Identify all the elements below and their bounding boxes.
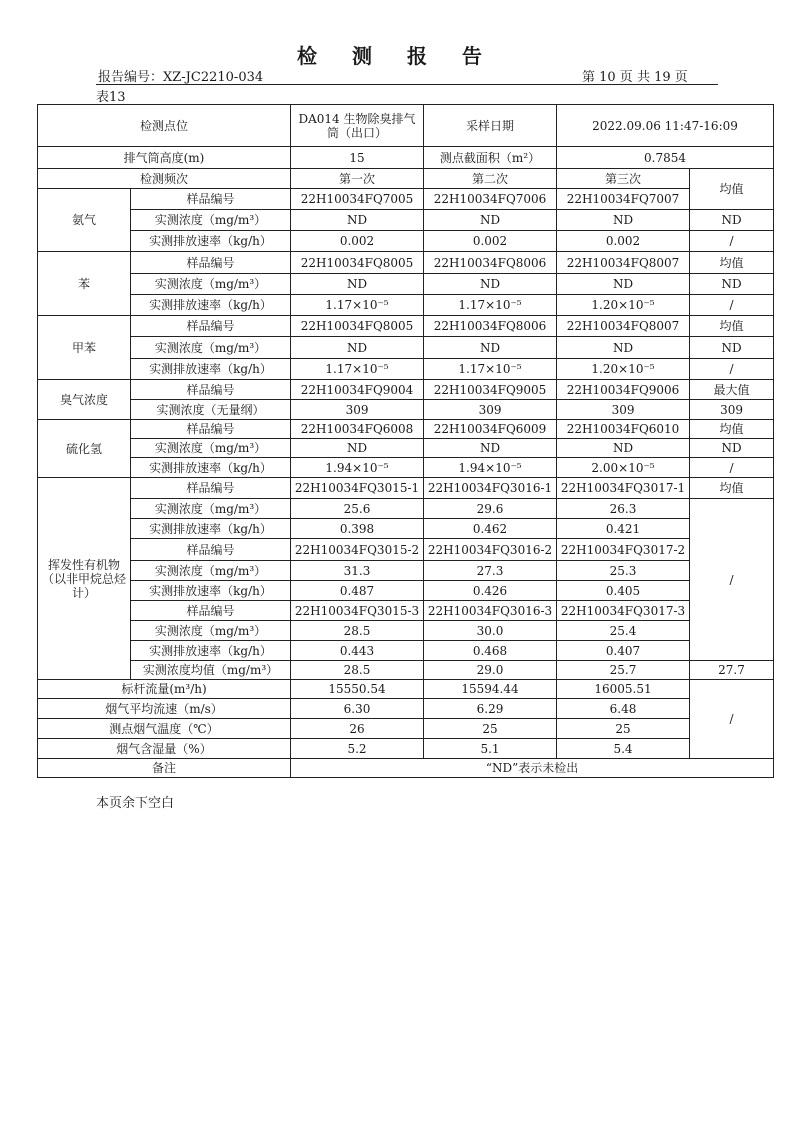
velocity-value: 6.29	[424, 699, 557, 719]
table-row	[38, 719, 774, 739]
sample-id: 22H10034FQ3016-1	[424, 478, 557, 499]
rate-value: 2.00×10⁻⁵	[557, 458, 690, 478]
sample-id: 22H10034FQ3015-1	[291, 478, 424, 499]
table-row	[38, 295, 774, 316]
rate-label: 实测排放速率（kg/h）	[131, 458, 291, 478]
temp-label: 测点烟气温度（℃）	[38, 719, 291, 739]
table-row	[38, 581, 774, 601]
rate-label: 实测排放速率（kg/h）	[131, 581, 291, 601]
conc-value: 29.6	[424, 499, 557, 519]
sample-label: 样品编号	[131, 420, 291, 439]
table-row	[38, 359, 774, 380]
conc-value: 25.3	[557, 561, 690, 581]
h2s-summary: 均值	[690, 420, 774, 439]
conc-label: 实测浓度（mg/m³）	[131, 621, 291, 641]
avg-value: 28.5	[291, 661, 424, 680]
temp-value: 26	[291, 719, 424, 739]
sample-id: 22H10034FQ9006	[557, 380, 690, 400]
sample-id: 22H10034FQ9004	[291, 380, 424, 400]
rate-value: 1.17×10⁻⁵	[291, 359, 424, 380]
rate-label: 实测排放速率（kg/h）	[131, 359, 291, 380]
table-row	[38, 400, 774, 420]
sample-id: 22H10034FQ8005	[291, 252, 424, 274]
voc-slash: /	[690, 499, 774, 661]
sample-id: 22H10034FQ7007	[557, 189, 690, 210]
conc-value: ND	[424, 439, 557, 458]
table-row	[38, 105, 774, 147]
sample-id: 22H10034FQ3016-2	[424, 539, 557, 561]
header-rule	[96, 84, 718, 85]
humidity-value: 5.4	[557, 739, 690, 759]
conc-label: 实测浓度（mg/m³）	[131, 561, 291, 581]
freq-label: 检测频次	[38, 169, 291, 189]
conc-value: ND	[291, 439, 424, 458]
table-row	[38, 380, 774, 400]
run-2: 第二次	[424, 169, 557, 189]
h2s-name: 硫化氢	[38, 420, 131, 478]
conc-value: ND	[557, 274, 690, 295]
ammonia-summary: 均值	[690, 169, 774, 210]
odor-summary: 最大值	[690, 380, 774, 400]
velocity-value: 6.30	[291, 699, 424, 719]
conc-value: ND	[291, 210, 424, 231]
conc-label: 实测浓度（mg/m³）	[131, 439, 291, 458]
ammonia-name: 氨气	[38, 189, 131, 252]
rate-label: 实测排放速率（kg/h）	[131, 295, 291, 316]
conc-label: 实测浓度（mg/m³）	[131, 337, 291, 359]
table-row	[38, 478, 774, 499]
voc-summary: 均值	[690, 478, 774, 499]
sample-label: 样品编号	[131, 478, 291, 499]
table-row	[38, 661, 774, 680]
test-results-table	[37, 104, 774, 778]
table-row	[38, 316, 774, 337]
rate-value: 0.002	[557, 231, 690, 252]
sample-id: 22H10034FQ7005	[291, 189, 424, 210]
benzene-name: 苯	[38, 252, 131, 316]
humidity-value: 5.2	[291, 739, 424, 759]
sample-id: 22H10034FQ8006	[424, 252, 557, 274]
rate-value: 1.94×10⁻⁵	[424, 458, 557, 478]
table-row	[38, 458, 774, 478]
table-row	[38, 621, 774, 641]
height-value: 15	[291, 147, 424, 169]
avg-label: 实测浓度均值（mg/m³）	[131, 661, 291, 680]
rate-summary: /	[690, 359, 774, 380]
point-label: 检测点位	[38, 105, 291, 147]
height-label: 排气筒高度(m)	[38, 147, 291, 169]
velocity-value: 6.48	[557, 699, 690, 719]
conc-value: 28.5	[291, 621, 424, 641]
conc-value: 309	[424, 400, 557, 420]
table-row	[38, 252, 774, 274]
report-title: 检 测 报 告	[297, 44, 496, 68]
rate-value: 1.17×10⁻⁵	[291, 295, 424, 316]
table-row	[38, 147, 774, 169]
area-label: 测点截面积（m²）	[424, 147, 557, 169]
report-number: 报告编号：XZ-JC2210-034	[98, 70, 264, 85]
sample-label: 样品编号	[131, 252, 291, 274]
conc-value: ND	[424, 337, 557, 359]
table-row	[38, 641, 774, 661]
sample-label: 样品编号	[131, 601, 291, 621]
table-row	[38, 601, 774, 621]
date-label: 采样日期	[424, 105, 557, 147]
sample-id: 22H10034FQ6009	[424, 420, 557, 439]
conc-value: ND	[291, 274, 424, 295]
sample-label: 样品编号	[131, 316, 291, 337]
rate-value: 1.94×10⁻⁵	[291, 458, 424, 478]
remark-label: 备注	[38, 759, 291, 778]
conc-value: ND	[557, 439, 690, 458]
conc-value: ND	[557, 337, 690, 359]
conc-label: 实测浓度（mg/m³）	[131, 274, 291, 295]
conc-summary: ND	[690, 337, 774, 359]
sample-label: 样品编号	[131, 189, 291, 210]
avg-value: 25.7	[557, 661, 690, 680]
table-row	[38, 439, 774, 458]
area-value: 0.7854	[557, 147, 774, 169]
odor-name: 臭气浓度	[38, 380, 131, 420]
temp-value: 25	[424, 719, 557, 739]
table-row	[38, 519, 774, 539]
rate-summary: /	[690, 295, 774, 316]
benzene-summary: 均值	[690, 252, 774, 274]
humidity-label: 烟气含湿量（%）	[38, 739, 291, 759]
sample-id: 22H10034FQ3017-2	[557, 539, 690, 561]
rate-value: 0.407	[557, 641, 690, 661]
voc-name: 挥发性有机物（以非甲烷总烃计）	[38, 478, 131, 680]
rate-value: 0.398	[291, 519, 424, 539]
rate-value: 1.20×10⁻⁵	[557, 295, 690, 316]
rate-value: 0.462	[424, 519, 557, 539]
flow-value: 15550.54	[291, 680, 424, 699]
table-row	[38, 739, 774, 759]
rate-label: 实测排放速率（kg/h）	[131, 641, 291, 661]
run-3: 第三次	[557, 169, 690, 189]
avg-summary: 27.7	[690, 661, 774, 680]
toluene-name: 甲苯	[38, 316, 131, 380]
sample-id: 22H10034FQ6010	[557, 420, 690, 439]
conc-label: 实测浓度（mg/m³）	[131, 210, 291, 231]
rate-value: 1.20×10⁻⁵	[557, 359, 690, 380]
table-row	[38, 169, 774, 189]
conc-value: ND	[424, 274, 557, 295]
rate-summary: /	[690, 458, 774, 478]
flow-label: 标杆流量(m³/h)	[38, 680, 291, 699]
conc-value: 26.3	[557, 499, 690, 519]
sample-id: 22H10034FQ8007	[557, 316, 690, 337]
sample-label: 样品编号	[131, 539, 291, 561]
velocity-label: 烟气平均流速（m/s）	[38, 699, 291, 719]
conc-value: ND	[557, 210, 690, 231]
date-value: 2022.09.06 11:47-16:09	[557, 105, 774, 147]
conc-summary: ND	[690, 274, 774, 295]
rate-value: 0.002	[291, 231, 424, 252]
table-row	[38, 210, 774, 231]
rate-summary: /	[690, 231, 774, 252]
sample-id: 22H10034FQ3017-1	[557, 478, 690, 499]
rate-value: 0.443	[291, 641, 424, 661]
table-row	[38, 231, 774, 252]
temp-value: 25	[557, 719, 690, 739]
rate-value: 0.487	[291, 581, 424, 601]
table-row	[38, 539, 774, 561]
conc-value: 30.0	[424, 621, 557, 641]
avg-value: 29.0	[424, 661, 557, 680]
conc-value: 25.4	[557, 621, 690, 641]
table-row	[38, 561, 774, 581]
odor-conc-label: 实测浓度（无量纲）	[131, 400, 291, 420]
table-row	[38, 680, 774, 699]
rate-value: 1.17×10⁻⁵	[424, 359, 557, 380]
conc-value: 27.3	[424, 561, 557, 581]
sample-label: 样品编号	[131, 380, 291, 400]
rate-value: 0.405	[557, 581, 690, 601]
table-row	[38, 759, 774, 778]
conc-value: ND	[291, 337, 424, 359]
sample-id: 22H10034FQ7006	[424, 189, 557, 210]
rate-value: 0.468	[424, 641, 557, 661]
table-row	[38, 420, 774, 439]
table-number: 表13	[96, 90, 126, 105]
conc-value: 31.3	[291, 561, 424, 581]
conc-summary: 309	[690, 400, 774, 420]
remark-text: “ND”表示未检出	[291, 759, 774, 778]
flue-slash: /	[690, 680, 774, 759]
conc-value: 25.6	[291, 499, 424, 519]
sample-id: 22H10034FQ8006	[424, 316, 557, 337]
conc-value: ND	[424, 210, 557, 231]
sample-id: 22H10034FQ6008	[291, 420, 424, 439]
point-value: DA014 生物除臭排气筒（出口）	[291, 105, 424, 147]
rate-value: 0.002	[424, 231, 557, 252]
humidity-value: 5.1	[424, 739, 557, 759]
blank-note: 本页余下空白	[96, 796, 175, 811]
toluene-summary: 均值	[690, 316, 774, 337]
rate-label: 实测排放速率（kg/h）	[131, 519, 291, 539]
rate-value: 1.17×10⁻⁵	[424, 295, 557, 316]
sample-id: 22H10034FQ3015-3	[291, 601, 424, 621]
flow-value: 15594.44	[424, 680, 557, 699]
flow-value: 16005.51	[557, 680, 690, 699]
table-row	[38, 274, 774, 295]
sample-id: 22H10034FQ3017-3	[557, 601, 690, 621]
conc-summary: ND	[690, 439, 774, 458]
sample-id: 22H10034FQ3015-2	[291, 539, 424, 561]
sample-id: 22H10034FQ9005	[424, 380, 557, 400]
conc-summary: ND	[690, 210, 774, 231]
table-row	[38, 189, 774, 210]
conc-value: 309	[557, 400, 690, 420]
run-1: 第一次	[291, 169, 424, 189]
table-row	[38, 337, 774, 359]
sample-id: 22H10034FQ8005	[291, 316, 424, 337]
table-row	[38, 499, 774, 519]
rate-label: 实测排放速率（kg/h）	[131, 231, 291, 252]
table-row	[38, 699, 774, 719]
conc-label: 实测浓度（mg/m³）	[131, 499, 291, 519]
rate-value: 0.426	[424, 581, 557, 601]
rate-value: 0.421	[557, 519, 690, 539]
page-indicator: 第 10 页 共 19 页	[582, 70, 688, 85]
conc-value: 309	[291, 400, 424, 420]
sample-id: 22H10034FQ3016-3	[424, 601, 557, 621]
sample-id: 22H10034FQ8007	[557, 252, 690, 274]
